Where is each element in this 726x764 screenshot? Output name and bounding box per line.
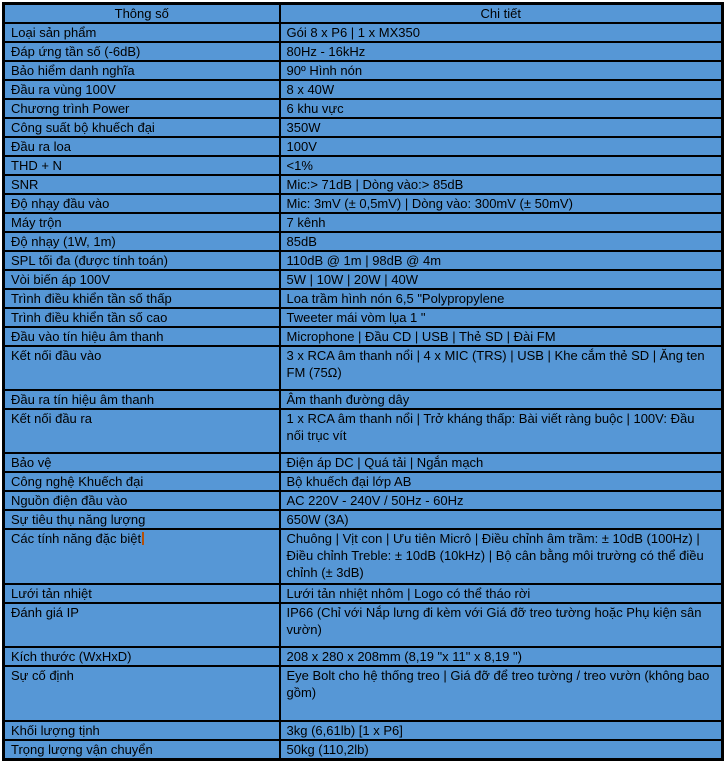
spec-row (4, 213, 723, 232)
spec-value-cell[interactable] (280, 289, 723, 308)
spec-name-cell[interactable] (4, 409, 280, 453)
spec-value-cell[interactable] (280, 175, 723, 194)
spec-value-cell[interactable] (280, 529, 723, 584)
header-cell-detail: Chi tiết (280, 4, 723, 24)
spec-name-cell[interactable] (4, 327, 280, 346)
spec-name-cell[interactable] (4, 510, 280, 529)
spec-name-cell[interactable] (4, 137, 280, 156)
spec-value-cell[interactable] (280, 308, 723, 327)
spec-row (4, 510, 723, 529)
spec-name: Kết nối đầu vào (11, 348, 102, 363)
spec-row (4, 175, 723, 194)
spec-name: Trình điều khiển tần số cao (11, 310, 168, 325)
spec-name: Đầu ra loa (11, 139, 71, 154)
spec-row (4, 118, 723, 137)
spec-name-cell[interactable] (4, 194, 280, 213)
spec-name-cell[interactable] (4, 251, 280, 270)
spec-name-cell[interactable] (4, 584, 280, 603)
spec-value: Microphone | Đầu CD | USB | Thẻ SD | Đài FM (286, 329, 556, 344)
spec-name-cell[interactable] (4, 472, 280, 491)
spec-row (4, 194, 723, 213)
spec-row (4, 308, 723, 327)
spec-value-cell[interactable] (280, 137, 723, 156)
spec-name: Lưới tản nhiệt (11, 586, 92, 601)
spec-value: Lưới tản nhiệt nhôm | Logo có thể tháo rời (286, 586, 531, 601)
spec-name: Đáp ứng tần số (-6dB) (11, 44, 141, 59)
spec-row (4, 740, 723, 760)
spec-row (4, 647, 723, 666)
spec-value-cell[interactable] (280, 721, 723, 740)
spec-value-cell[interactable] (280, 156, 723, 175)
spec-name-cell[interactable] (4, 491, 280, 510)
spec-name: Chương trình Power (11, 101, 130, 116)
spec-name-cell[interactable] (4, 346, 280, 390)
spec-name-cell[interactable] (4, 529, 280, 584)
spec-row (4, 232, 723, 251)
spec-value-cell[interactable] (280, 346, 723, 390)
spec-name: Kích thước (WxHxD) (11, 649, 132, 664)
spec-value-cell[interactable] (280, 42, 723, 61)
spec-value-cell[interactable] (280, 584, 723, 603)
spec-name: Đầu ra tín hiệu âm thanh (11, 392, 155, 407)
spec-row (4, 491, 723, 510)
spec-name-cell[interactable] (4, 156, 280, 175)
spec-value-cell[interactable] (280, 213, 723, 232)
spec-name: Sự tiêu thụ năng lượng (11, 512, 146, 527)
spec-name-cell[interactable] (4, 740, 280, 760)
text-cursor-caret (142, 532, 144, 545)
spec-name-cell[interactable] (4, 647, 280, 666)
spec-row (4, 666, 723, 721)
spec-name: Công nghệ Khuếch đại (11, 474, 144, 489)
spec-value: Âm thanh đường dây (286, 392, 410, 407)
spec-name-cell[interactable] (4, 453, 280, 472)
spec-row (4, 529, 723, 584)
spec-row (4, 42, 723, 61)
spec-name-cell[interactable] (4, 603, 280, 647)
spec-name: Trình điều khiển tần số thấp (11, 291, 172, 306)
spec-name: Sự cố định (11, 668, 74, 683)
spec-value: Bộ khuếch đại lớp AB (286, 474, 412, 489)
spec-value-cell[interactable] (280, 194, 723, 213)
spec-row (4, 390, 723, 409)
spec-name: Kết nối đầu ra (11, 411, 92, 426)
spec-value: 80Hz - 16kHz (286, 44, 366, 59)
spec-value: 3kg (6,61lb) [1 x P6] (286, 723, 403, 738)
spec-row (4, 251, 723, 270)
spec-value: Eye Bolt cho hệ thống treo | Giá đỡ để treo tường / treo vườn (không bao gồm) (286, 668, 710, 700)
spec-row (4, 327, 723, 346)
spec-row (4, 584, 723, 603)
spec-value: 8 x 40W (286, 82, 335, 97)
spec-row (4, 156, 723, 175)
spec-name-cell[interactable] (4, 289, 280, 308)
spec-value: Chuông | Vịt con | Ưu tiên Micrô | Điều chỉnh âm trầm: ± 10dB (100Hz) | Điều chỉnh Treble: ± 10dB (10kHz) | Bộ cân bằng môi trường có thể điều chỉnh (± 3dB) (286, 531, 704, 580)
spec-value: 3 x RCA âm thanh nổi | 4 x MIC (TRS) | USB | Khe cắm thẻ SD | Ăng ten FM (75Ω) (286, 348, 705, 380)
spec-value: Mic: 3mV (± 0,5mV) | Dòng vào: 300mV (± 50mV) (286, 196, 573, 211)
spec-name: Các tính năng đặc biệt (11, 531, 142, 546)
spec-value-cell[interactable] (280, 409, 723, 453)
spec-name: Loại sản phẩm (11, 25, 97, 40)
spec-row (4, 61, 723, 80)
spec-name: Nguồn điện đầu vào (11, 493, 128, 508)
spec-name: Đầu ra vùng 100V (11, 82, 116, 97)
spec-name: Khối lượng tịnh (11, 723, 100, 738)
spec-value-cell[interactable] (280, 603, 723, 647)
spec-value-cell[interactable] (280, 251, 723, 270)
spec-name: Vòi biến áp 100V (11, 272, 111, 287)
spec-row (4, 453, 723, 472)
spec-value: Gói 8 x P6 | 1 x MX350 (286, 25, 420, 40)
spec-value: AC 220V - 240V / 50Hz - 60Hz (286, 493, 464, 508)
spec-row (4, 603, 723, 647)
spec-name-cell[interactable] (4, 270, 280, 289)
spec-value-cell[interactable] (280, 453, 723, 472)
spec-value: 110dB @ 1m | 98dB @ 4m (286, 253, 442, 268)
spec-value: 50kg (110,2lb) (286, 742, 369, 757)
spec-row (4, 137, 723, 156)
spec-value-cell[interactable] (280, 491, 723, 510)
spec-value-cell[interactable] (280, 270, 723, 289)
spec-value-cell[interactable] (280, 61, 723, 80)
spec-name-cell[interactable] (4, 390, 280, 409)
spec-value: <1% (286, 158, 313, 173)
spec-name-cell[interactable] (4, 175, 280, 194)
spec-row (4, 99, 723, 118)
spec-name: SNR (11, 177, 39, 192)
spec-name: Bảo vệ (11, 455, 52, 470)
spec-value: 5W | 10W | 20W | 40W (286, 272, 418, 287)
spec-value-cell[interactable] (280, 390, 723, 409)
spec-value: Tweeter mái vòm lụa 1 " (286, 310, 426, 325)
spec-value-cell[interactable] (280, 327, 723, 346)
spec-name-cell[interactable] (4, 99, 280, 118)
spec-value: IP66 (Chỉ với Nắp lưng đi kèm với Giá đỡ treo tường hoặc Phụ kiện sân vườn) (286, 605, 702, 637)
spec-name-cell[interactable] (4, 42, 280, 61)
spec-name: Độ nhạy (1W, 1m) (11, 234, 116, 249)
spec-name: Trọng lượng vận chuyển (11, 742, 153, 757)
spec-value: 90º Hình nón (286, 63, 363, 78)
spec-value-cell[interactable] (280, 232, 723, 251)
spec-row (4, 409, 723, 453)
spec-value-cell[interactable] (280, 99, 723, 118)
spec-value: Loa trầm hình nón 6,5 "Polypropylene (286, 291, 505, 306)
table-body (4, 23, 723, 760)
spec-name-cell[interactable] (4, 213, 280, 232)
spec-value: 85dB (286, 234, 317, 249)
spec-value-cell[interactable] (280, 647, 723, 666)
spec-row (4, 80, 723, 99)
spec-value: 350W (286, 120, 321, 135)
spec-name: Đầu vào tín hiệu âm thanh (11, 329, 164, 344)
spec-row (4, 721, 723, 740)
spec-value: 100V (286, 139, 317, 154)
spec-name: THD + N (11, 158, 62, 173)
spec-name-cell[interactable] (4, 232, 280, 251)
spec-name: Công suất bộ khuếch đại (11, 120, 155, 135)
spec-value: 7 kênh (286, 215, 326, 230)
spec-row (4, 289, 723, 308)
spec-value-cell[interactable] (280, 80, 723, 99)
spec-row (4, 23, 723, 42)
spec-row (4, 270, 723, 289)
spec-value-cell[interactable] (280, 23, 723, 42)
spec-name-cell[interactable] (4, 308, 280, 327)
spec-value: 1 x RCA âm thanh nổi | Trở kháng thấp: Bài viết ràng buộc | 100V: Đầu nối trục vít (286, 411, 695, 443)
header-cell-param: Thông số (4, 4, 280, 24)
spec-value: Mic:> 71dB | Dòng vào:> 85dB (286, 177, 464, 192)
spec-name-cell[interactable] (4, 61, 280, 80)
table-header (4, 4, 723, 24)
spec-name: Độ nhạy đầu vào (11, 196, 110, 211)
spec-table (2, 2, 724, 761)
spec-value: Điện áp DC | Quá tải | Ngắn mạch (286, 455, 484, 470)
header-row (4, 4, 723, 24)
spec-name-cell[interactable] (4, 80, 280, 99)
spec-name: Đánh giá IP (11, 605, 79, 620)
spec-value-cell[interactable] (280, 510, 723, 529)
spec-value-cell[interactable] (280, 666, 723, 721)
spec-value: 650W (3A) (286, 512, 349, 527)
spec-value-cell[interactable] (280, 740, 723, 760)
spec-name-cell[interactable] (4, 118, 280, 137)
spec-row (4, 346, 723, 390)
spec-name-cell[interactable] (4, 23, 280, 42)
spec-row (4, 472, 723, 491)
spec-value: 208 x 280 x 208mm (8,19 "x 11" x 8,19 ") (286, 649, 522, 664)
spec-name: Máy trộn (11, 215, 62, 230)
spec-value: 6 khu vực (286, 101, 344, 116)
spec-value-cell[interactable] (280, 118, 723, 137)
spec-name: Bảo hiểm danh nghĩa (11, 63, 135, 78)
spec-value-cell[interactable] (280, 472, 723, 491)
spec-name: SPL tối đa (được tính toán) (11, 253, 168, 268)
spec-name-cell[interactable] (4, 666, 280, 721)
spec-name-cell[interactable] (4, 721, 280, 740)
